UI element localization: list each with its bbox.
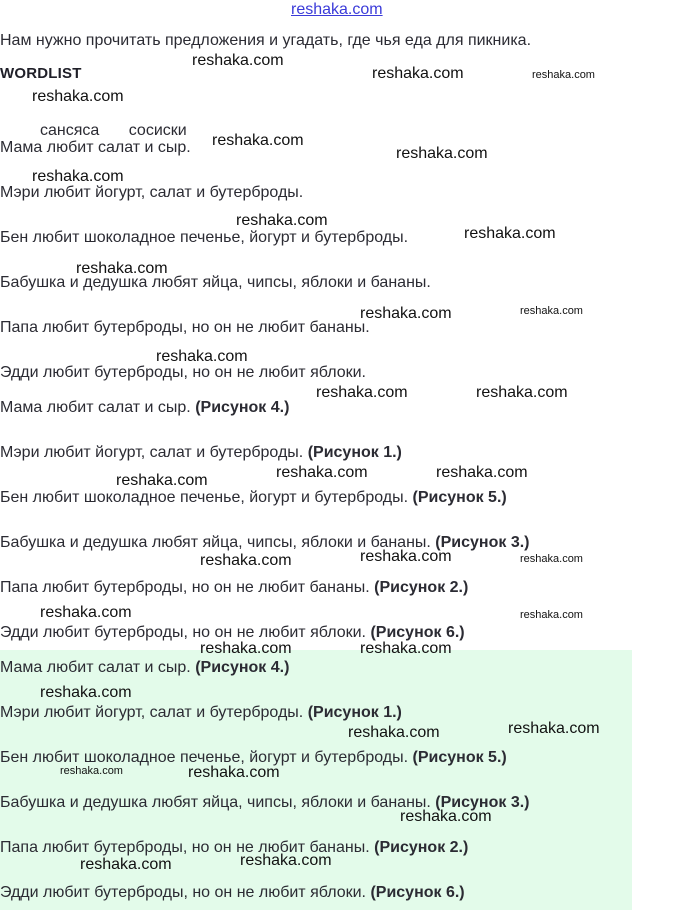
watermark: reshaka.com bbox=[236, 212, 328, 229]
watermark: reshaka.com bbox=[396, 145, 488, 162]
highlighted-answer-line bbox=[0, 838, 468, 858]
watermark: reshaka.com bbox=[360, 548, 452, 565]
answer-text: Бабушка и дедушка любят яйца, чипсы, яблоки и бананы. bbox=[0, 534, 431, 551]
watermark: reshaka.com bbox=[60, 765, 123, 777]
watermark: reshaka.com bbox=[532, 69, 595, 81]
answer-picture: (Рисунок 6.) bbox=[370, 884, 465, 901]
answer-line bbox=[0, 488, 507, 508]
watermark: reshaka.com bbox=[360, 640, 452, 657]
sentence: Бен любит шоколадное печенье, йогурт и бутерброды. bbox=[0, 229, 409, 246]
answer-picture: (Рисунок 5.) bbox=[412, 749, 507, 766]
watermark: reshaka.com bbox=[76, 260, 168, 277]
watermark: reshaka.com bbox=[192, 52, 284, 69]
answer-text: Мама любит салат и сыр. bbox=[0, 399, 191, 416]
answer-picture: (Рисунок 3.) bbox=[435, 794, 530, 811]
watermark: reshaka.com bbox=[200, 552, 292, 569]
watermark: reshaka.com bbox=[520, 305, 583, 317]
wordlist-title: WORDLIST bbox=[0, 65, 82, 82]
answer-picture: (Рисунок 1.) bbox=[307, 444, 402, 461]
answer-text: Папа любит бутерброды, но он не любит бананы. bbox=[0, 839, 370, 856]
answer-text: Мэри любит йогурт, салат и бутерброды. bbox=[0, 444, 304, 461]
answer-picture: (Рисунок 2.) bbox=[374, 839, 469, 856]
sentence: Мэри любит йогурт, салат и бутерброды. bbox=[0, 184, 304, 201]
watermark: reshaka.com bbox=[32, 168, 124, 185]
watermark: reshaka.com bbox=[348, 724, 440, 741]
watermark: reshaka.com bbox=[116, 472, 208, 489]
site-link[interactable]: reshaka.com bbox=[291, 1, 383, 18]
watermark: reshaka.com bbox=[40, 684, 132, 701]
wordlist-word: сосиски bbox=[128, 122, 187, 139]
answer-text: Бабушка и дедушка любят яйца, чипсы, яблоки и бананы. bbox=[0, 794, 431, 811]
wordlist-cut-words bbox=[40, 121, 212, 139]
answer-text: Папа любит бутерброды, но он не любит бананы. bbox=[0, 579, 370, 596]
answer-text: Бен любит шоколадное печенье, йогурт и бутерброды. bbox=[0, 489, 409, 506]
watermark: reshaka.com bbox=[464, 225, 556, 242]
sentence: Бабушка и дедушка любят яйца, чипсы, яблоки и бананы. bbox=[0, 274, 431, 291]
answer-text: Мама любит салат и сыр. bbox=[0, 659, 191, 676]
watermark: reshaka.com bbox=[156, 348, 248, 365]
watermark: reshaka.com bbox=[200, 640, 292, 657]
watermark: reshaka.com bbox=[188, 764, 280, 781]
answer-picture: (Рисунок 3.) bbox=[435, 534, 530, 551]
answer-picture: (Рисунок 1.) bbox=[307, 704, 402, 721]
watermark: reshaka.com bbox=[476, 384, 568, 401]
wordlist-word: сансяса bbox=[40, 122, 100, 139]
sentence: Мама любит салат и сыр. bbox=[0, 139, 191, 156]
answer-picture: (Рисунок 4.) bbox=[195, 659, 290, 676]
answer-picture: (Рисунок 6.) bbox=[370, 624, 465, 641]
watermark: reshaka.com bbox=[520, 553, 583, 565]
answer-line bbox=[0, 398, 289, 418]
answer-line bbox=[0, 578, 468, 598]
watermark: reshaka.com bbox=[372, 65, 464, 82]
watermark: reshaka.com bbox=[508, 720, 600, 737]
watermark: reshaka.com bbox=[80, 856, 172, 873]
watermark: reshaka.com bbox=[276, 464, 368, 481]
highlighted-answer-line bbox=[0, 703, 402, 723]
answer-text: Мэри любит йогурт, салат и бутерброды. bbox=[0, 704, 304, 721]
watermark: reshaka.com bbox=[400, 808, 492, 825]
watermark: reshaka.com bbox=[32, 88, 124, 105]
answer-text: Эдди любит бутерброды, но он не любит яблоки. bbox=[0, 624, 366, 641]
answer-line bbox=[0, 443, 402, 463]
highlighted-answer-line bbox=[0, 883, 465, 903]
watermark: reshaka.com bbox=[212, 132, 304, 149]
watermark: reshaka.com bbox=[316, 384, 408, 401]
answer-picture: (Рисунок 5.) bbox=[412, 489, 507, 506]
watermark: reshaka.com bbox=[40, 604, 132, 621]
watermark: reshaka.com bbox=[436, 464, 528, 481]
sentence: Эдди любит бутерброды, но он не любит яблоки. bbox=[0, 364, 366, 381]
highlighted-answer-line bbox=[0, 658, 289, 678]
answer-picture: (Рисунок 2.) bbox=[374, 579, 469, 596]
sentence: Папа любит бутерброды, но он не любит бананы. bbox=[0, 319, 370, 336]
watermark: reshaka.com bbox=[520, 609, 583, 621]
watermark: reshaka.com bbox=[240, 852, 332, 869]
watermark: reshaka.com bbox=[360, 305, 452, 322]
answer-text: Эдди любит бутерброды, но он не любит яблоки. bbox=[0, 884, 366, 901]
intro-text: Нам нужно прочитать предложения и угадать, где чья еда для пикника. bbox=[0, 32, 532, 49]
answer-text: Бен любит шоколадное печенье, йогурт и бутерброды. bbox=[0, 749, 409, 766]
answer-picture: (Рисунок 4.) bbox=[195, 399, 290, 416]
